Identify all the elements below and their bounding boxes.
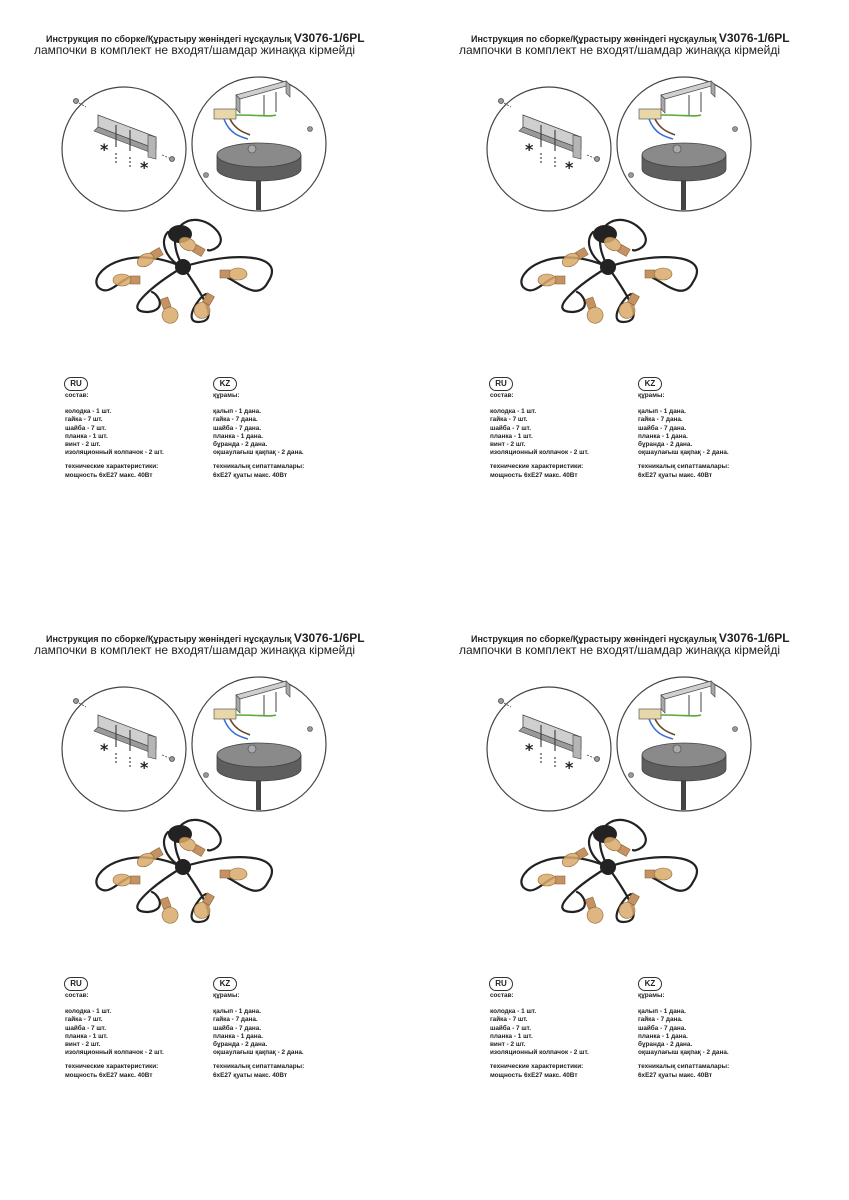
model-number: V3076-1/6PL bbox=[293, 631, 365, 645]
ru-spec-block bbox=[65, 992, 164, 1080]
ru-power: мощность 6хЕ27 макс. 40Вт bbox=[65, 1071, 153, 1079]
ru-item: винт - 2 шт. bbox=[490, 1041, 526, 1049]
sheet-subtitle: лампочки в комплект не входят/шамдар жинаққа кірмейді bbox=[459, 43, 781, 57]
kz-item: қалып - 1 дана. bbox=[638, 408, 686, 416]
ru-composition-heading: состав: bbox=[490, 392, 514, 399]
canopy-wiring-diagram bbox=[615, 675, 753, 813]
kz-language-badge: KZ bbox=[213, 377, 237, 391]
kz-item: планка - 1 дана. bbox=[213, 432, 263, 440]
sheet-subtitle: лампочки в комплект не входят/шамдар жинаққа кірмейді bbox=[34, 43, 356, 57]
kz-power: 6хЕ27 қуаты макс. 40Вт bbox=[638, 471, 713, 479]
kz-composition-heading: құрамы: bbox=[638, 392, 665, 399]
ru-item: гайка - 7 шт. bbox=[490, 416, 528, 424]
kz-item: бұранда - 2 дана. bbox=[638, 441, 693, 449]
ru-item: изоляционный колпачок - 2 шт. bbox=[490, 1049, 589, 1057]
kz-item: оқшаулағыш қақпақ - 2 дана. bbox=[213, 449, 304, 457]
ru-item: винт - 2 шт. bbox=[65, 441, 101, 449]
svg-text:*: * bbox=[100, 740, 109, 759]
sheet-title: Инструкция по сборке/Құрастыру жөніндегі нұсқаулық V3076-1/6PL bbox=[471, 631, 790, 645]
kz-spec-block bbox=[213, 392, 304, 480]
ru-item: планка - 1 шт. bbox=[65, 432, 108, 440]
kz-item: планка - 1 дана. bbox=[638, 432, 688, 440]
kz-item: гайка - 7 дана. bbox=[638, 1016, 683, 1024]
canopy-wiring-diagram bbox=[615, 75, 753, 213]
mounting-bracket-diagram bbox=[485, 685, 613, 813]
mounting-bracket-diagram bbox=[60, 685, 188, 813]
kz-item: бұранда - 2 дана. bbox=[213, 441, 268, 449]
sheet-title: Инструкция по сборке/Құрастыру жөніндегі нұсқаулық V3076-1/6PL bbox=[46, 31, 365, 45]
kz-composition-heading: құрамы: bbox=[213, 992, 240, 999]
ru-tech-heading: технические характеристики: bbox=[490, 1063, 584, 1071]
kz-item: қалып - 1 дана. bbox=[638, 1008, 686, 1016]
canopy-wiring-diagram bbox=[190, 75, 328, 213]
kz-item: гайка - 7 дана. bbox=[638, 416, 683, 424]
ru-item: колодка - 1 шт. bbox=[65, 1008, 112, 1016]
ru-item: шайба - 7 шт. bbox=[65, 1024, 106, 1032]
sheet-title: Инструкция по сборке/Құрастыру жөніндегі нұсқаулық V3076-1/6PL bbox=[471, 31, 790, 45]
ru-item: колодка - 1 шт. bbox=[65, 408, 112, 416]
ru-language-badge: RU bbox=[64, 377, 88, 391]
svg-text:*: * bbox=[565, 758, 574, 777]
ru-item: винт - 2 шт. bbox=[490, 441, 526, 449]
svg-text:*: * bbox=[140, 158, 149, 177]
kz-power: 6хЕ27 қуаты макс. 40Вт bbox=[213, 1071, 288, 1079]
kz-item: оқшаулағыш қақпақ - 2 дана. bbox=[638, 1049, 729, 1057]
kz-item: қалып - 1 дана. bbox=[213, 408, 261, 416]
ru-power: мощность 6хЕ27 макс. 40Вт bbox=[490, 1071, 578, 1079]
kz-power: 6хЕ27 қуаты макс. 40Вт bbox=[213, 471, 288, 479]
kz-spec-block bbox=[213, 992, 304, 1080]
kz-item: шайба - 7 дана. bbox=[213, 1024, 262, 1032]
sheet-subtitle: лампочки в комплект не входят/шамдар жинаққа кірмейді bbox=[34, 643, 356, 657]
kz-item: гайка - 7 дана. bbox=[213, 1016, 258, 1024]
kz-composition-heading: құрамы: bbox=[213, 392, 240, 399]
sheet-title: Инструкция по сборке/Құрастыру жөніндегі нұсқаулық V3076-1/6PL bbox=[46, 631, 365, 645]
kz-spec-block bbox=[638, 392, 729, 480]
ru-tech-heading: технические характеристики: bbox=[490, 463, 584, 471]
kz-language-badge: KZ bbox=[638, 977, 662, 991]
sheet-subtitle: лампочки в комплект не входят/шамдар жинаққа кірмейді bbox=[459, 643, 781, 657]
kz-item: бұранда - 2 дана. bbox=[213, 1041, 268, 1049]
kz-item: қалып - 1 дана. bbox=[213, 1008, 261, 1016]
ru-composition-heading: состав: bbox=[490, 992, 514, 999]
kz-item: планка - 1 дана. bbox=[213, 1032, 263, 1040]
svg-text:*: * bbox=[525, 140, 534, 159]
kz-power: 6хЕ27 қуаты макс. 40Вт bbox=[638, 1071, 713, 1079]
ru-composition-heading: состав: bbox=[65, 992, 89, 999]
ru-item: колодка - 1 шт. bbox=[490, 408, 537, 416]
ru-spec-block bbox=[65, 392, 164, 480]
ru-tech-heading: технические характеристики: bbox=[65, 463, 159, 471]
kz-tech-heading: техникалық сипаттамалары: bbox=[638, 463, 730, 471]
ru-power: мощность 6хЕ27 макс. 40Вт bbox=[490, 471, 578, 479]
ru-item: колодка - 1 шт. bbox=[490, 1008, 537, 1016]
ru-spec-block bbox=[490, 392, 589, 480]
ru-item: изоляционный колпачок - 2 шт. bbox=[65, 1049, 164, 1057]
canopy-wiring-diagram bbox=[190, 675, 328, 813]
instruction-sheet bbox=[425, 600, 849, 1200]
model-number: V3076-1/6PL bbox=[293, 31, 365, 45]
ru-item: шайба - 7 шт. bbox=[490, 424, 531, 432]
chandelier-illustration bbox=[88, 212, 288, 332]
kz-tech-heading: техникалық сипаттамалары: bbox=[638, 1063, 730, 1071]
mounting-bracket-diagram bbox=[60, 85, 188, 213]
svg-text:*: * bbox=[140, 758, 149, 777]
ru-composition-heading: состав: bbox=[65, 392, 89, 399]
kz-composition-heading: құрамы: bbox=[638, 992, 665, 999]
ru-item: шайба - 7 шт. bbox=[490, 1024, 531, 1032]
svg-text:*: * bbox=[100, 140, 109, 159]
ru-item: гайка - 7 шт. bbox=[65, 416, 103, 424]
kz-language-badge: KZ bbox=[213, 977, 237, 991]
kz-spec-block bbox=[638, 992, 729, 1080]
kz-item: оқшаулағыш қақпақ - 2 дана. bbox=[638, 449, 729, 457]
kz-language-badge: KZ bbox=[638, 377, 662, 391]
kz-item: бұранда - 2 дана. bbox=[638, 1041, 693, 1049]
instruction-sheet bbox=[0, 600, 424, 1200]
chandelier-illustration bbox=[88, 812, 288, 932]
ru-item: гайка - 7 шт. bbox=[65, 1016, 103, 1024]
kz-item: шайба - 7 дана. bbox=[638, 424, 687, 432]
mounting-bracket-diagram bbox=[485, 85, 613, 213]
ru-item: планка - 1 шт. bbox=[490, 1032, 533, 1040]
model-number: V3076-1/6PL bbox=[718, 31, 790, 45]
svg-text:*: * bbox=[565, 158, 574, 177]
ru-item: изоляционный колпачок - 2 шт. bbox=[490, 449, 589, 457]
ru-item: планка - 1 шт. bbox=[65, 1032, 108, 1040]
ru-item: винт - 2 шт. bbox=[65, 1041, 101, 1049]
ru-item: гайка - 7 шт. bbox=[490, 1016, 528, 1024]
kz-item: оқшаулағыш қақпақ - 2 дана. bbox=[213, 1049, 304, 1057]
model-number: V3076-1/6PL bbox=[718, 631, 790, 645]
ru-power: мощность 6хЕ27 макс. 40Вт bbox=[65, 471, 153, 479]
svg-text:*: * bbox=[525, 740, 534, 759]
chandelier-illustration bbox=[513, 212, 713, 332]
kz-item: шайба - 7 дана. bbox=[638, 1024, 687, 1032]
ru-item: планка - 1 шт. bbox=[490, 432, 533, 440]
ru-language-badge: RU bbox=[64, 977, 88, 991]
ru-language-badge: RU bbox=[489, 977, 513, 991]
ru-language-badge: RU bbox=[489, 377, 513, 391]
kz-tech-heading: техникалық сипаттамалары: bbox=[213, 463, 305, 471]
ru-spec-block bbox=[490, 992, 589, 1080]
kz-item: шайба - 7 дана. bbox=[213, 424, 262, 432]
ru-item: шайба - 7 шт. bbox=[65, 424, 106, 432]
instruction-sheet bbox=[0, 0, 424, 600]
chandelier-illustration bbox=[513, 812, 713, 932]
ru-item: изоляционный колпачок - 2 шт. bbox=[65, 449, 164, 457]
kz-item: гайка - 7 дана. bbox=[213, 416, 258, 424]
instruction-sheet bbox=[425, 0, 849, 600]
ru-tech-heading: технические характеристики: bbox=[65, 1063, 159, 1071]
kz-tech-heading: техникалық сипаттамалары: bbox=[213, 1063, 305, 1071]
kz-item: планка - 1 дана. bbox=[638, 1032, 688, 1040]
